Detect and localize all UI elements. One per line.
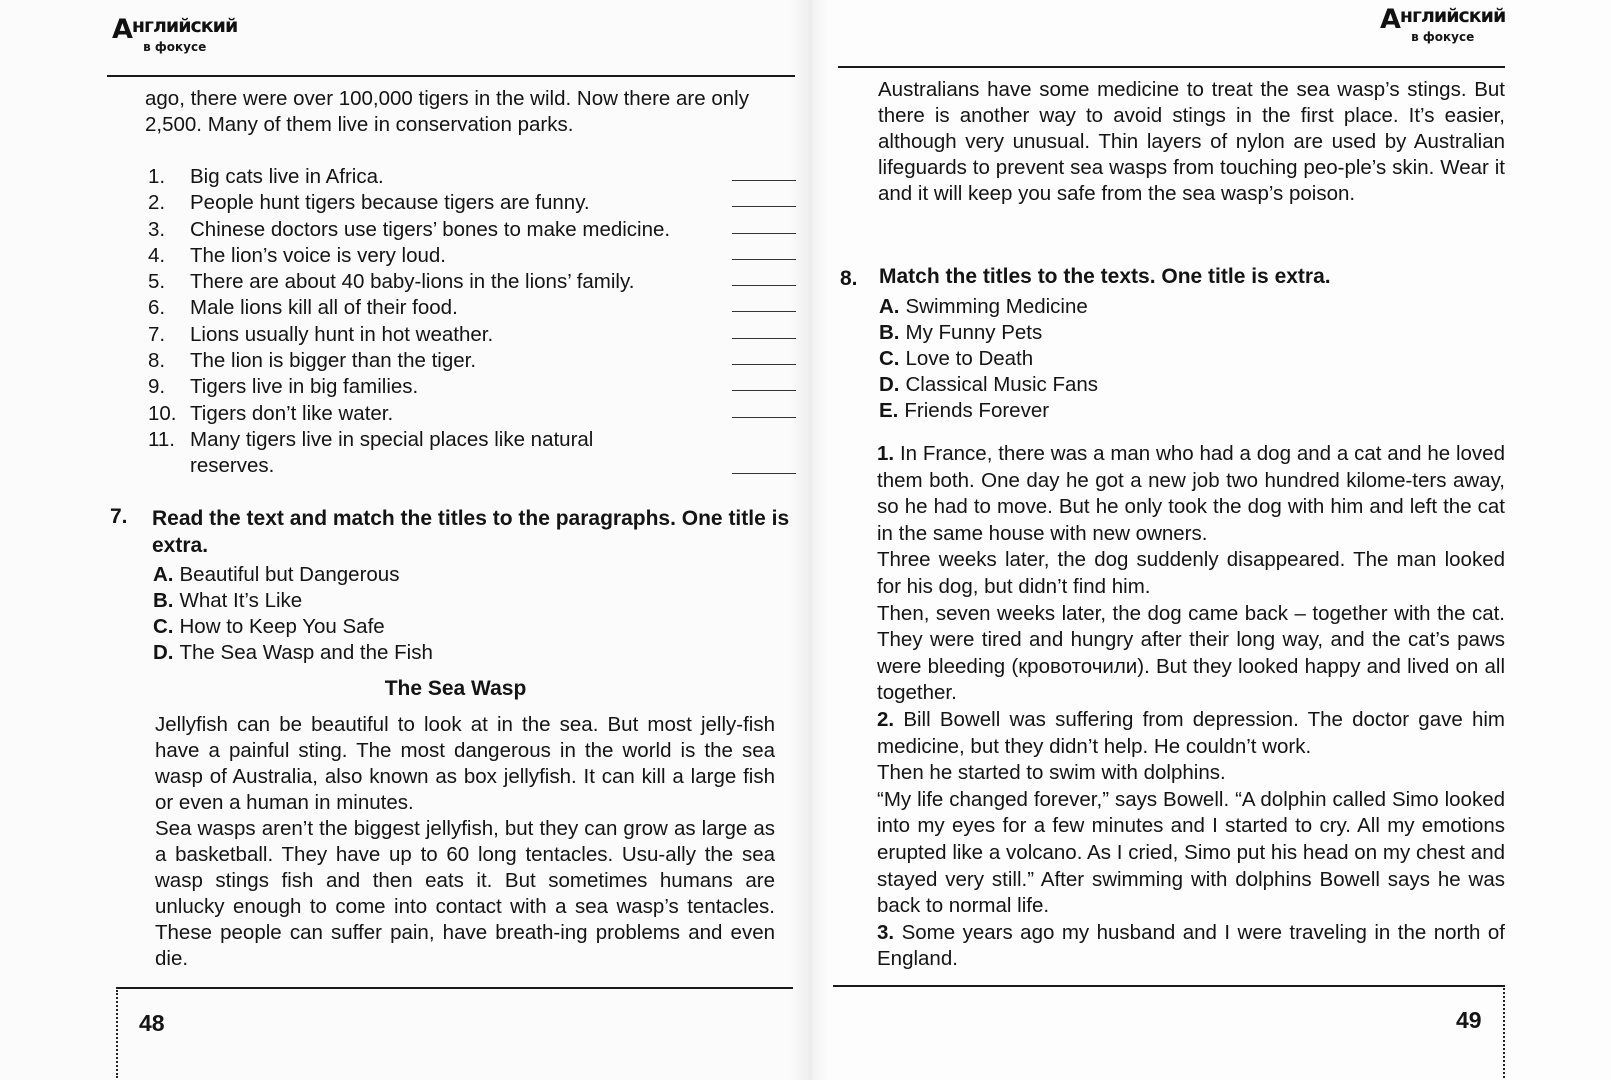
- footer-dots-left: [116, 990, 118, 1078]
- option-item: D. Classical Music Fans: [879, 373, 1099, 396]
- task-7-options: [153, 562, 433, 666]
- header-rule-left: [107, 75, 795, 77]
- option-item: A. Beautiful but Dangerous: [153, 563, 400, 586]
- answer-blank[interactable]: [732, 401, 796, 418]
- option-item: C. How to Keep You Safe: [153, 615, 385, 638]
- option-item: B. My Funny Pets: [879, 321, 1043, 344]
- statement-item: 1. Big cats live in Africa.: [148, 164, 796, 190]
- statement-item: 3. Chinese doctors use tigers’ bones to make medicine.: [148, 217, 796, 243]
- statement-item: 7. Lions usually hunt in hot weather.: [148, 322, 796, 348]
- left-intro-text: ago, there were over 100,000 tigers in the wild. Now there are only 2,500. Many of them live in conservation parks.: [145, 87, 749, 136]
- task-8-texts: 1. In France, there was a man who had a dog and a cat and he loved them both. One day he got a new job two hundred kilome-ters away, so he had to move. But he only took the dog with him and left the cat in the same house with new owners. Three weeks later, the dog suddenly disappeared. The man looked for his dog, but didn’t find him. Then, seven weeks later, the dog came back – together with the cat. They were tired and hungry after their long way, and the cat’s paws were bleeding (кровоточили). But they looked happy and lived on all together. 2. Bill Bowell was suffering from depression. The doctor gave him medicine, but they didn’t help. He couldn’t work. Then he started to swim with dolphins. “My life changed forever,” says Bowell. “A dolphin called Simo looked into my eyes for a few minutes and I started to cry. All my emotions erupted like a volcano. As I cried, Simo put his head on my chest and stayed very still.” After swimming with dolphins Bowell says he was back to normal life. 3. Some years ago my husband and I were traveling in the north of England.: [877, 442, 1506, 971]
- answer-blank[interactable]: [732, 348, 796, 365]
- sea-wasp-text: Jellyfish can be beautiful to look at in the sea. But most jelly-fish have a painful sting. The most dangerous in the world is the sea wasp of Australia, also known as box jellyfish. It can kill a large fish or even a human in minutes. Sea wasps aren’t the biggest jellyfish, but they can grow as large as a basketball. They have up to 60 long tentacles. Usu-ally the sea wasp stings fish and then eats it. But sometimes humans are unlucky enough to come into contact with a sea wasp’s tentacles. These people can suffer pain, have breath-ing problems and even die.: [155, 713, 775, 970]
- option-item: E. Friends Forever: [879, 399, 1050, 422]
- task-8-number: 8.: [840, 267, 858, 290]
- task-7-number: 7.: [110, 505, 128, 528]
- logo-right: $А^{нглийский}$ в фокусе: [1380, 4, 1506, 44]
- answer-blank[interactable]: [732, 164, 796, 181]
- text-title: The Sea Wasp: [384, 677, 527, 700]
- page-number-right: 49: [1456, 1007, 1482, 1033]
- answer-blank[interactable]: [732, 269, 796, 286]
- statement-item: 9. Tigers live in big families.: [148, 374, 796, 400]
- answer-blank[interactable]: [732, 295, 796, 312]
- answer-blank[interactable]: [732, 217, 796, 234]
- answer-blank[interactable]: [732, 190, 796, 207]
- logo-left: $А^{нглийский}$ в фокусе: [112, 14, 238, 54]
- statement-list: [148, 164, 796, 480]
- statement-item: 4. The lion’s voice is very loud.: [148, 243, 796, 269]
- answer-blank[interactable]: [732, 457, 796, 474]
- option-item: C. Love to Death: [879, 347, 1034, 370]
- footer-dots-right: [1503, 988, 1505, 1078]
- statement-item: 2. People hunt tigers because tigers are funny.: [148, 190, 796, 216]
- right-intro-text: Australians have some medicine to treat the sea wasp’s stings. But there is another way to avoid stings in the first place. It’s easier, although very unusual. Thin layers of nylon are used by Australian lifeguards to prevent sea wasps from touching peo-ple’s skin. Wear it and it will keep you safe from the sea wasp’s poison.: [878, 78, 1505, 205]
- statement-item: 5. There are about 40 baby-lions in the lions’ family.: [148, 269, 796, 295]
- page-number-left: 48: [139, 1010, 165, 1036]
- option-item: A. Swimming Medicine: [879, 295, 1088, 318]
- option-item: B. What It’s Like: [153, 589, 303, 612]
- option-item: D. The Sea Wasp and the Fish: [153, 641, 433, 664]
- task-8-options: [879, 294, 1098, 424]
- statement-item: 11. Many tigers live in special places like natural reserves.: [148, 427, 796, 480]
- footer-rule-left: [116, 987, 793, 989]
- statement-item: 6. Male lions kill all of their food.: [148, 295, 796, 321]
- answer-blank[interactable]: [732, 374, 796, 391]
- task-8-instruction: Match the titles to the texts. One title is extra.: [879, 265, 1331, 288]
- header-rule-right: [838, 66, 1505, 68]
- answer-blank[interactable]: [732, 243, 796, 260]
- statement-item: 10. Tigers don’t like water.: [148, 401, 796, 427]
- answer-blank[interactable]: [732, 322, 796, 339]
- task-7-instruction: Read the text and match the titles to the paragraphs. One title is extra.: [152, 507, 790, 557]
- statement-item: 8. The lion is bigger than the tiger.: [148, 348, 796, 374]
- footer-rule-right: [833, 985, 1505, 987]
